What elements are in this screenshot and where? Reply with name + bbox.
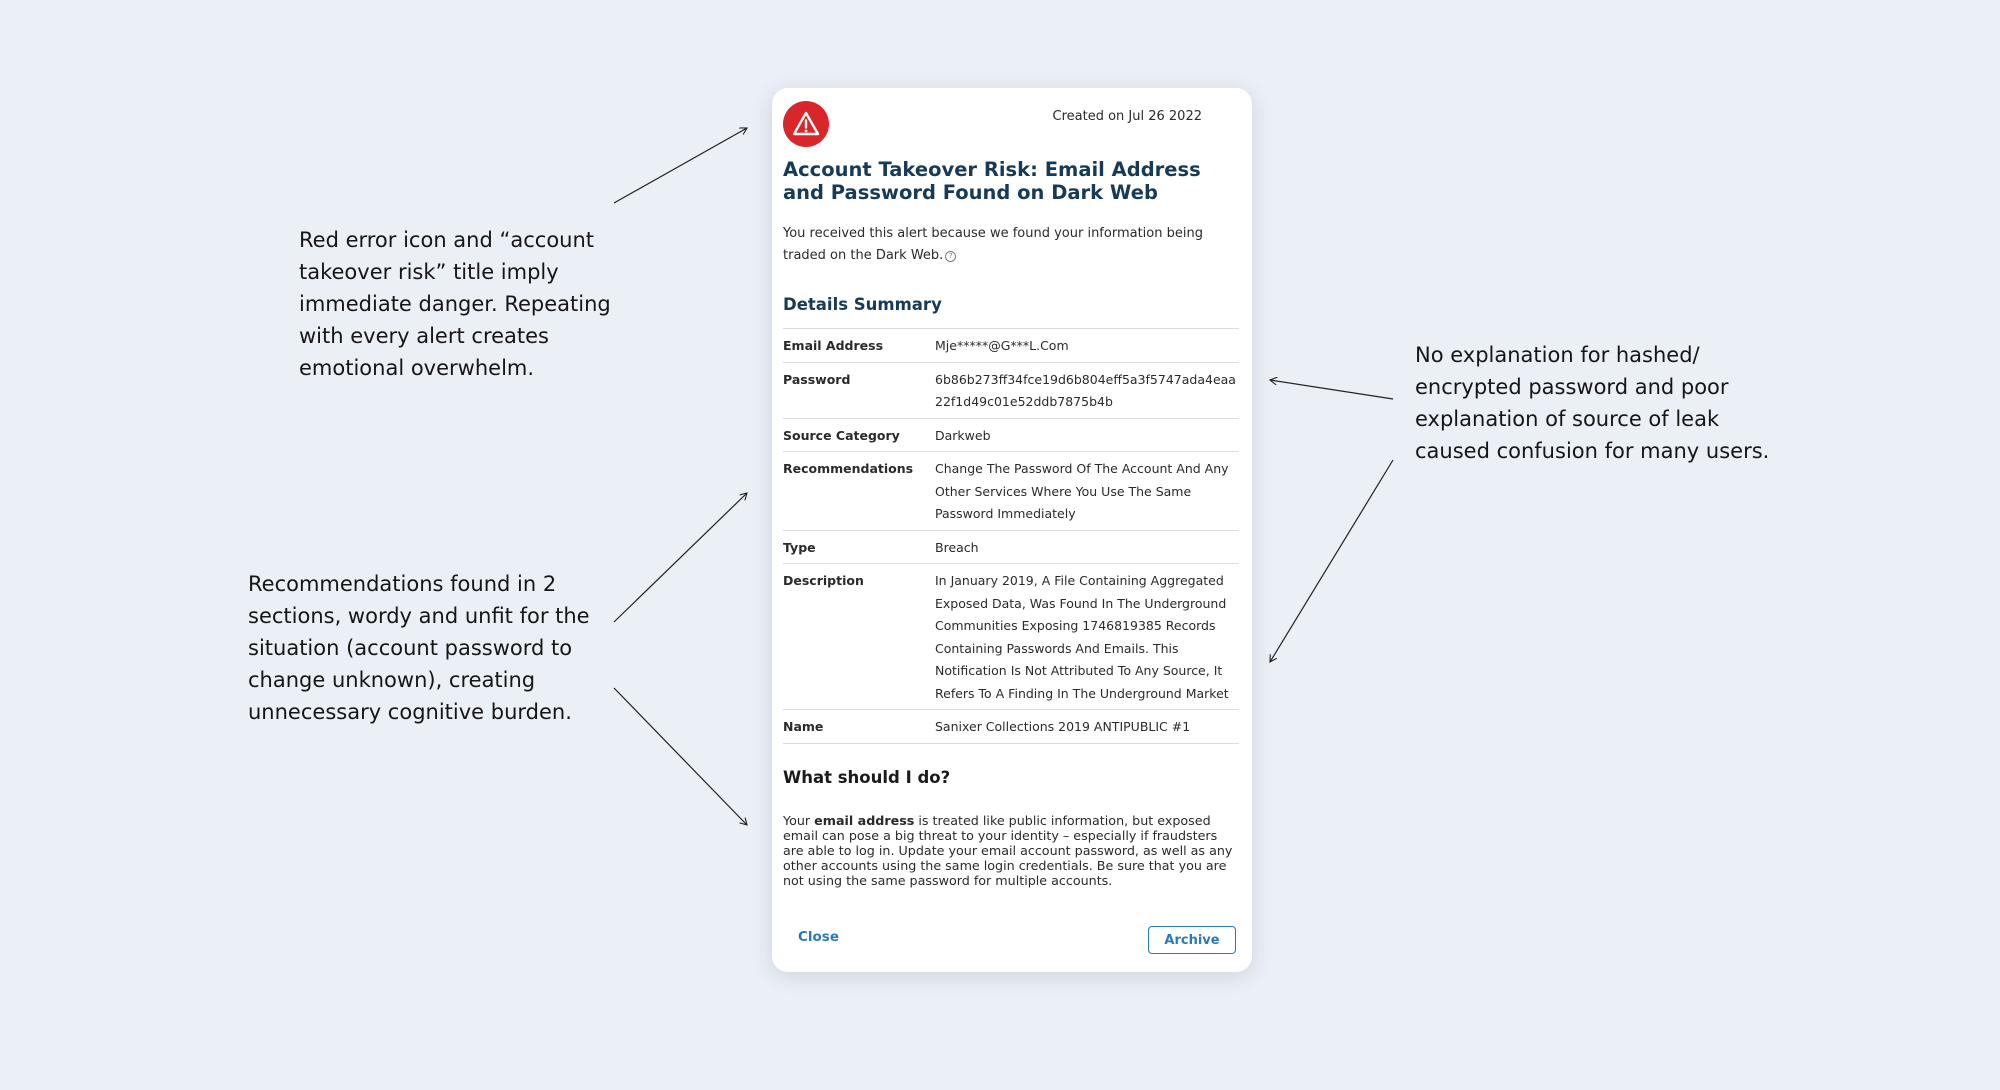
arrow-to-recommendations-row (614, 493, 747, 622)
detail-row-name (783, 710, 1239, 744)
detail-value: 6b86b273ff34fce19d6b804eff5a3f5747ada4eaa22f1d49c01e52ddb7875b4b (935, 371, 1236, 409)
annotation-error-icon: Red error icon and “account takeover risk” title imply immediate danger. Repeating with every alert creates emotional overwhelm. (299, 228, 611, 380)
detail-row-password (783, 363, 1239, 419)
detail-label: Type (783, 539, 816, 555)
alert-intro (783, 223, 1238, 267)
close-button[interactable]: Close (798, 929, 840, 945)
info-icon[interactable]: ? (945, 251, 956, 262)
what-body-bold: email address (814, 813, 915, 828)
detail-row-type (783, 531, 1239, 565)
arrow-to-what-should-i-do (614, 688, 747, 825)
detail-label: Name (783, 719, 824, 734)
arrow-to-alert-icon (614, 128, 747, 203)
what-body-prefix: Your (783, 813, 815, 828)
detail-value: Darkweb (935, 427, 991, 443)
detail-label: Description (783, 573, 864, 588)
detail-value: Change The Password Of The Account And Any Other Services Where You Use The Same Password Immediately (935, 461, 1229, 521)
detail-label: Recommendations (783, 461, 914, 476)
detail-value: Sanixer Collections 2019 ANTIPUBLIC #1 (935, 719, 1191, 734)
detail-row-source-category (783, 419, 1239, 453)
details-summary-title: Details Summary (783, 295, 942, 314)
what-body-rest: is treated like public information, but exposed email can pose a big threat to your identity – especially if fraudsters are able to log in. Update your email account password, as well as any other accounts using the same login credentials. Be sure that you are not using the same password for multiple accounts. (783, 813, 1233, 888)
what-should-i-do-body (783, 813, 1233, 888)
annotation-password-source: No explanation for hashed/ encrypted password and poor explanation of source of leak caused confusion for many users. (1415, 343, 1770, 463)
detail-label: Email Address (783, 338, 884, 353)
alert-card (772, 88, 1252, 972)
created-date: Created on Jul 26 2022 (1052, 109, 1202, 124)
what-should-i-do-title: What should I do? (783, 768, 951, 787)
detail-label: Source Category (783, 427, 900, 443)
detail-row-email (783, 329, 1239, 363)
detail-label: Password (783, 371, 851, 387)
arrow-to-password-row (1270, 380, 1393, 399)
arrow-to-description-row (1270, 460, 1393, 662)
warning-triangle-icon (783, 101, 829, 147)
details-table (783, 328, 1239, 744)
alert-intro-text: You received this alert because we found your information being traded on the Dark Web. (783, 226, 1203, 263)
detail-row-recommendations (783, 452, 1239, 531)
detail-value: Mje*****@G***L.Com (935, 338, 1069, 353)
annotation-recommendations: Recommendations found in 2 sections, wordy and unfit for the situation (account password to change unknown), creating unnecessary cognitive burden. (248, 572, 590, 724)
detail-row-description (783, 564, 1239, 710)
alert-title: Account Takeover Risk: Email Address and Password Found on Dark Web (783, 158, 1201, 204)
detail-value: In January 2019, A File Containing Aggregated Exposed Data, Was Found In The Underground Communities Exposing 1746819385 Records Containing Passwords And Emails. This Notification Is Not Attributed To Any Source, It Refers To A Finding In The Underground Market (935, 573, 1229, 701)
detail-value: Breach (935, 539, 979, 555)
archive-button[interactable]: Archive (1148, 926, 1236, 954)
